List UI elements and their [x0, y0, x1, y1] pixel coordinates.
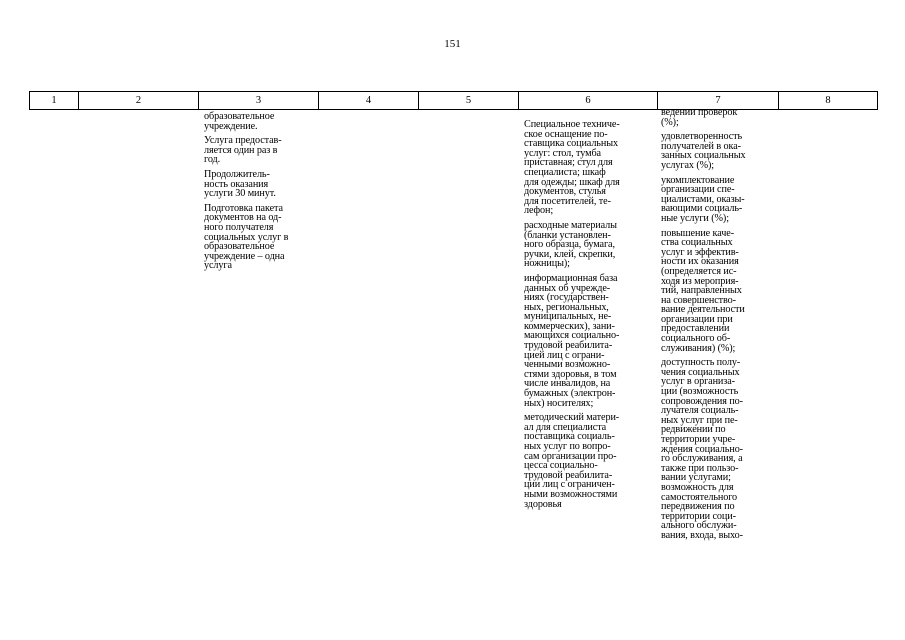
- column-number-2: 2: [79, 92, 199, 110]
- paragraph: Продолжитель- ность оказания услуги 30 минут.: [204, 168, 276, 200]
- column-number-5: 5: [419, 92, 519, 110]
- paragraph: укомплектование организации спе- циалистами, оказы- вающими социаль- ные услуги (%);: [661, 174, 745, 224]
- column-6-text: [524, 120, 654, 514]
- paragraph: расходные материалы (бланки установлен- ного образца, бумага, ручки, клей, скрепки, ножницы);: [524, 219, 617, 270]
- paragraph: Специальное техниче- ское оснащение по- ставщика социальных услуг: стол, тумба приставная; стул для специалиста; шкаф для одежды; шкаф для документов, стулья для посетителей, те- лефон;: [524, 119, 620, 217]
- column-3-text: [204, 112, 322, 276]
- column-7-text: [661, 108, 777, 546]
- paragraph: Подготовка пакета документов на од- ного получателя социальных услуг в образовательное учреждение – одна услуга: [204, 202, 289, 272]
- paragraph: ведении проверок (%);: [661, 107, 738, 128]
- column-number-6: 6: [519, 92, 658, 110]
- column-number-4: 4: [319, 92, 419, 110]
- paragraph: образовательное учреждение.: [204, 111, 275, 132]
- paragraph: методический матери- ал для специалиста поставщика социаль- ных услуг по вопро- сам организации про- цесса социально- трудовой реабилита- ции лиц с ограничен- ными возможностями здоровья: [524, 412, 620, 510]
- paragraph: удовлетворенность получателей в ока- занных социальных услугах (%);: [661, 131, 746, 171]
- column-number-7: 7: [658, 92, 779, 110]
- paragraph: повышение каче- ства социальных услуг и эффектив- ности их оказания (определяется ис- ходя из мероприя- тий, направленных на совершенство- вание деятельности организации при предоставлении социального об- служивания) (%);: [661, 227, 745, 354]
- page-number: 151: [444, 38, 461, 50]
- paragraph: Услуга предостав- ляется один раз в год.: [204, 135, 282, 166]
- paragraph: информационная база данных об учрежде- ниях (государствен- ных, региональных, муниципальных, не- коммерческих), зани- мающихся социально- трудовой реабилита- цией лиц с ограни- ченными возможно- стями здоровья, в том числе инвалидов, на бумажных (электрон- ных) носителях;: [524, 272, 620, 409]
- column-number-8: 8: [779, 92, 878, 110]
- paragraph: доступность полу- чения социальных услуг в организа- ции (возможность сопровождения по- лучателя социаль- ных услуг при пе- редвижении по территории учре- ждения социально- го обслуживания, а также при пользо- вании услугами; возможность для самостоятельного передвижения по территории соци- ального обслужи- вания, входа, выхо-: [661, 357, 743, 541]
- column-number-3: 3: [199, 92, 319, 110]
- column-number-1: 1: [30, 92, 79, 110]
